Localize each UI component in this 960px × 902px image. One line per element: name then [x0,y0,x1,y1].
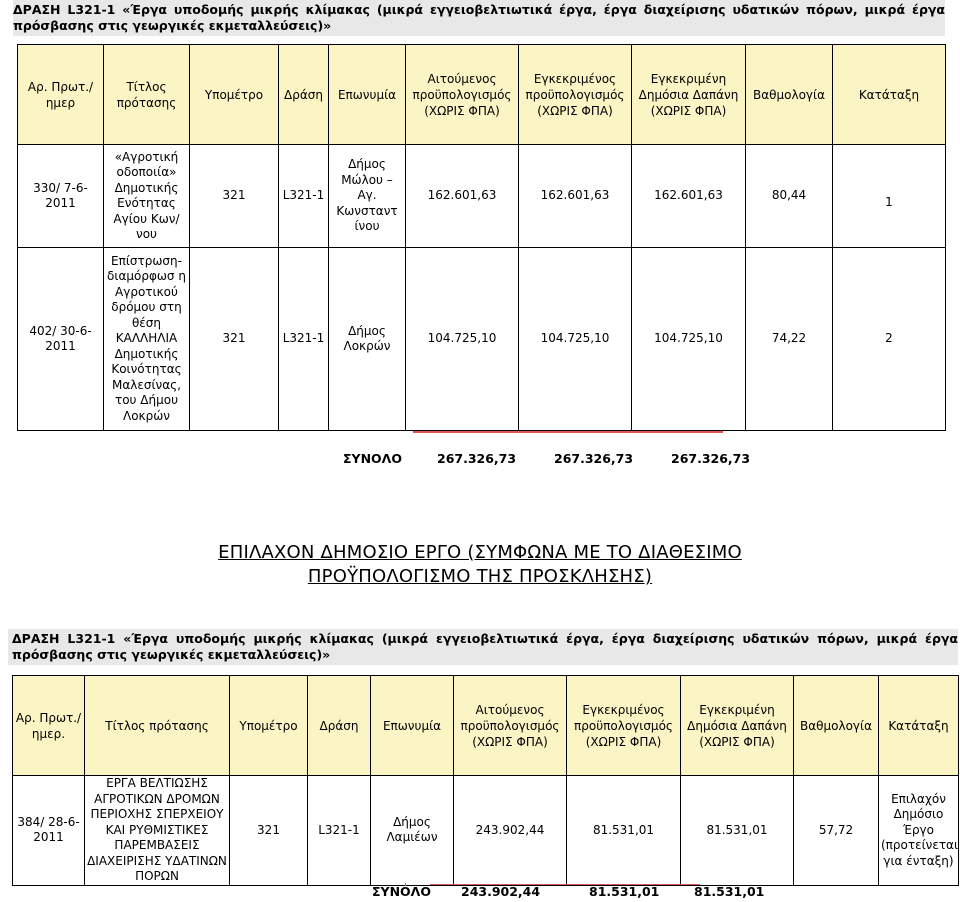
cell-requested: 243.902,44 [454,776,567,886]
cell-rank: 2 [833,248,946,431]
runner-up-heading-line2: ΠΡΟΫΠΟΛΟΓΙΣΜΟ ΤΗΣ ΠΡΟΣΚΛΗΣΗΣ) [307,566,653,587]
header-measure: Υπομέτρο [190,45,279,145]
cell-requested: 104.725,10 [406,248,519,431]
header-action: Δράση [279,45,329,145]
section2-totals-row [0,884,960,902]
section1-header-row [18,45,946,145]
cell-approved-public: 81.531,01 [681,776,794,886]
header-approved-budget: Εγκεκριμένος προϋπολογισμός (ΧΩΡΙΣ ΦΠΑ) [567,676,681,776]
cell-name: Δήμος Μώλου – Αγ. Κωνσταντ ίνου [329,145,406,248]
section2-table [12,675,959,886]
cell-score: 80,44 [746,145,833,248]
cell-proposal-title: Επίστρωση- διαμόρφωσ η Αγροτικού δρόμου στη θέση ΚΑΛΛΗΛΙΑ Δημοτικής Κοινότητας Μαλεσίνας, του Δήμου Λοκρών [104,248,190,431]
section2-title-text: ΔΡΑΣΗ L321-1 «Έργα υποδομής μικρής κλίμακας (μικρά εγγειοβελτιωτικά έργα, έργα διαχείρισης υδατικών πόρων, μικρά έργα πρόσβασης στις γεωργικές εκμεταλλεύσεις)» [12,631,958,662]
cell-action: L321-1 [279,145,329,248]
totals-requested: 243.902,44 [461,884,541,899]
cell-protocol: 330/ 7-6-2011 [18,145,104,248]
cell-proposal-title: «Αγροτική οδοποιία» Δημοτικής Ενότητας Αγίου Κων/νου [104,145,190,248]
table-row [13,776,959,886]
header-action: Δράση [308,676,371,776]
header-name: Επωνυμία [371,676,454,776]
header-name: Επωνυμία [329,45,406,145]
section1-title-text: ΔΡΑΣΗ L321-1 «Έργα υποδομής μικρής κλίμακας (μικρά εγγειοβελτιωτικά έργα, έργα διαχείρισης υδατικών πόρων, μικρά έργα πρόσβασης στις γεωργικές εκμεταλλεύσεις)» [13,2,945,33]
table-row [18,248,946,431]
header-approved-budget: Εγκεκριμένος προϋπολογισμός (ΧΩΡΙΣ ΦΠΑ) [519,45,632,145]
section1-totals-row [0,451,960,469]
cell-measure: 321 [190,145,279,248]
header-approved-public: Εγκεκριμένη Δημόσια Δαπάνη (ΧΩΡΙΣ ΦΠΑ) [632,45,746,145]
cell-protocol: 384/ 28-6-2011 [13,776,85,886]
header-protocol: Αρ. Πρωτ./ημερ. [13,676,85,776]
totals-approved-budget: 267.326,73 [554,451,634,466]
cell-measure: 321 [230,776,308,886]
runner-up-heading [0,541,960,589]
cell-rank: 1 [833,145,946,248]
totals-requested: 267.326,73 [437,451,517,466]
section2-header-row [13,676,959,776]
cell-approved-public: 104.725,10 [632,248,746,431]
cell-score: 74,22 [746,248,833,431]
cell-approved-budget: 162.601,63 [519,145,632,248]
header-proposal-title: Τίτλος πρότασης [104,45,190,145]
cell-name: Δήμος Λαμιέων [371,776,454,886]
header-rank: Κατάταξη [879,676,959,776]
red-underline [413,431,723,433]
header-score: Βαθμολογία [746,45,833,145]
section2-title [8,629,958,665]
cell-rank: Επιλαχόν Δημόσιο Έργο (προτείνεται για ένταξη) [879,776,959,886]
runner-up-heading-line1: ΕΠΙΛΑΧΟΝ ΔΗΜΟΣΙΟ ΕΡΓΟ (ΣΥΜΦΩΝΑ ΜΕ ΤΟ ΔΙΑΘΕΣΙΜΟ [218,542,742,563]
cell-approved-budget: 104.725,10 [519,248,632,431]
cell-action: L321-1 [279,248,329,431]
cell-action: L321-1 [308,776,371,886]
section1-title [13,0,945,36]
cell-approved-public: 162.601,63 [632,145,746,248]
header-measure: Υπομέτρο [230,676,308,776]
totals-label: ΣΥΝΟΛΟ [343,451,402,466]
cell-name: Δήμος Λοκρών [329,248,406,431]
header-rank: Κατάταξη [833,45,946,145]
totals-approved-budget: 81.531,01 [589,884,660,899]
header-approved-public: Εγκεκριμένη Δημόσια Δαπάνη (ΧΩΡΙΣ ΦΠΑ) [681,676,794,776]
totals-approved-public: 267.326,73 [671,451,751,466]
header-proposal-title: Τίτλος πρότασης [85,676,230,776]
cell-protocol: 402/ 30-6-2011 [18,248,104,431]
header-requested: Αιτούμενος προϋπολογισμός (ΧΩΡΙΣ ΦΠΑ) [454,676,567,776]
totals-approved-public: 81.531,01 [694,884,765,899]
cell-approved-budget: 81.531,01 [567,776,681,886]
cell-proposal-title: ΕΡΓΑ ΒΕΛΤΙΩΣΗΣ ΑΓΡΟΤΙΚΩΝ ΔΡΟΜΩΝ ΠΕΡΙΟΧΗΣ ΣΠΕΡΧΕΙΟΥ ΚΑΙ ΡΥΘΜΙΣΤΙΚΕΣ ΠΑΡΕΜΒΑΣΕΙΣ ΔΙΑΧΕΙΡΙΣΗΣ ΥΔΑΤΙΝΩΝ ΠΟΡΩΝ [85,776,230,886]
table-row [18,145,946,248]
header-protocol: Αρ. Πρωτ./ημερ [18,45,104,145]
cell-score: 57,72 [794,776,879,886]
cell-requested: 162.601,63 [406,145,519,248]
totals-label: ΣΥΝΟΛΟ [372,884,431,899]
cell-measure: 321 [190,248,279,431]
header-score: Βαθμολογία [794,676,879,776]
section1-table [17,44,946,431]
header-requested: Αιτούμενος προϋπολογισμός (ΧΩΡΙΣ ΦΠΑ) [406,45,519,145]
